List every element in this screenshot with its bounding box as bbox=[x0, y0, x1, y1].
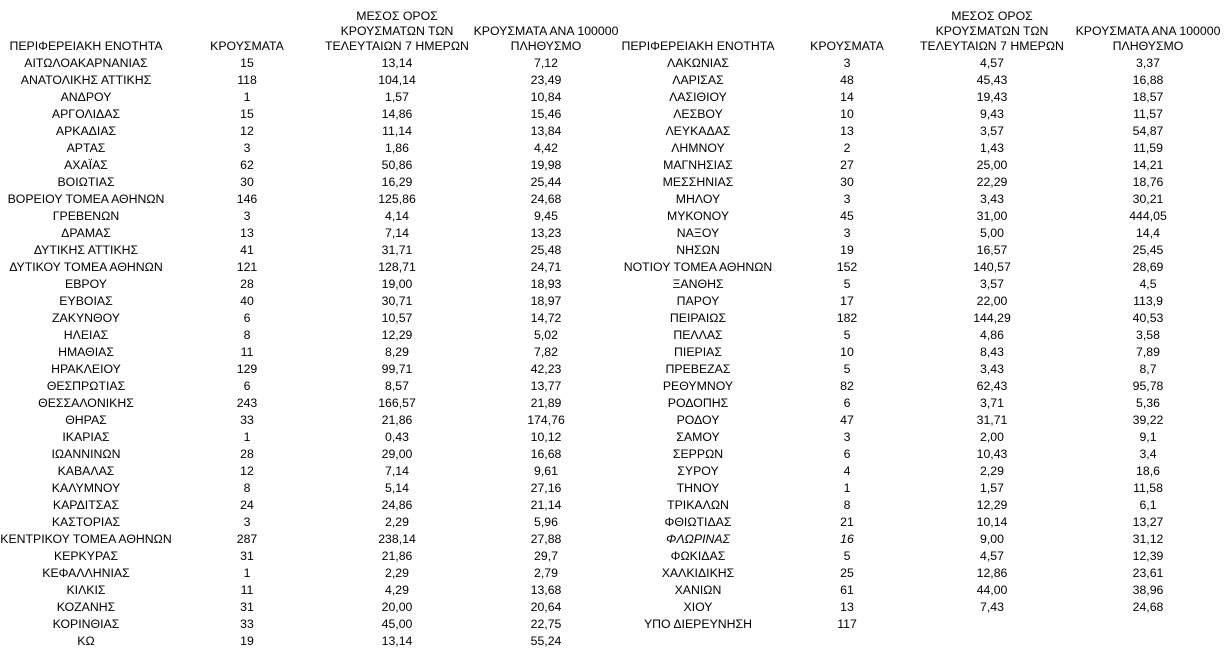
cell-region: ΧΑΛΚΙΔΙΚΗΣ bbox=[661, 566, 735, 580]
cell-region: ΤΡΙΚΑΛΩΝ bbox=[667, 498, 729, 512]
cell-avg7: 29,00 bbox=[381, 447, 413, 461]
cell-per100k: 40,53 bbox=[1132, 311, 1164, 325]
cell-cases: 3 bbox=[843, 56, 851, 70]
cell-cases: 47 bbox=[840, 413, 854, 427]
cell-avg7: 24,86 bbox=[381, 498, 413, 512]
cell-avg7: 21,86 bbox=[381, 549, 413, 563]
cell-region: ΥΠΟ ΔΙΕΡΕΥΝΗΣΗ bbox=[643, 617, 753, 631]
cell-per100k: 18,93 bbox=[530, 277, 562, 291]
cell-cases: 118 bbox=[237, 73, 257, 87]
cell-cases: 48 bbox=[840, 73, 854, 87]
cell-cases: 5 bbox=[843, 549, 851, 563]
cell-per100k: 24,68 bbox=[1132, 600, 1164, 614]
cell-cases: 243 bbox=[236, 396, 258, 410]
cell-region: ΣΥΡΟΥ bbox=[677, 464, 719, 478]
cell-per100k: 3,37 bbox=[1136, 56, 1160, 70]
cell-avg7: 12,86 bbox=[976, 566, 1008, 580]
cell-cases: 10 bbox=[840, 107, 854, 121]
cell-cases: 31 bbox=[240, 549, 254, 563]
cell-cases: 1 bbox=[243, 566, 251, 580]
cell-cases: 1 bbox=[843, 481, 851, 495]
cell-avg7: 19,43 bbox=[976, 90, 1008, 104]
cell-per100k: 113,9 bbox=[1133, 294, 1163, 308]
cell-per100k: 15,46 bbox=[530, 107, 562, 121]
cell-cases: 24 bbox=[240, 498, 254, 512]
cell-region: ΡΟΔΟΥ bbox=[676, 413, 720, 427]
cell-avg7: 7,43 bbox=[980, 600, 1004, 614]
cell-cases: 3 bbox=[243, 209, 251, 223]
cell-per100k: 14,72 bbox=[530, 311, 562, 325]
cell-per100k: 7,12 bbox=[534, 56, 558, 70]
cell-per100k: 95,78 bbox=[1132, 379, 1164, 393]
cell-region: ΙΚΑΡΙΑΣ bbox=[62, 430, 110, 444]
cell-avg7: 62,43 bbox=[976, 379, 1008, 393]
cell-region: ΑΙΤΩΛΟΑΚΑΡΝΑΝΙΑΣ bbox=[24, 56, 148, 70]
cell-region: ΡΟΔΟΠΗΣ bbox=[667, 396, 729, 410]
cell-cases: 5 bbox=[843, 362, 851, 376]
cell-region: ΓΡΕΒΕΝΩΝ bbox=[52, 209, 120, 223]
cell-region: ΜΗΛΟΥ bbox=[675, 192, 721, 206]
cell-avg7: 3,43 bbox=[980, 192, 1004, 206]
cell-cases: 14 bbox=[840, 90, 854, 104]
cell-avg7: 50,86 bbox=[381, 158, 413, 172]
cell-avg7: 45,43 bbox=[976, 73, 1008, 87]
cell-avg7: 8,57 bbox=[385, 379, 409, 393]
cell-per100k: 16,68 bbox=[530, 447, 562, 461]
cell-per100k: 55,24 bbox=[530, 634, 562, 648]
cell-avg7: 13,14 bbox=[381, 56, 413, 70]
cell-avg7: 0,43 bbox=[385, 430, 409, 444]
cell-region: ΜΕΣΣΗΝΙΑΣ bbox=[662, 175, 734, 189]
cell-region: ΚΟΡΙΝΘΙΑΣ bbox=[52, 617, 120, 631]
cell-avg7: 16,57 bbox=[976, 243, 1008, 257]
cell-per100k: 10,12 bbox=[530, 430, 562, 444]
cell-region: ΛΕΥΚΑΔΑΣ bbox=[665, 124, 731, 138]
cell-region: ΦΛΩΡΙΝΑΣ bbox=[666, 532, 730, 546]
cell-per100k: 21,14 bbox=[530, 498, 562, 512]
cell-region: ΕΒΡΟΥ bbox=[65, 277, 107, 291]
cell-cases: 13 bbox=[240, 226, 254, 240]
cell-per100k: 18,6 bbox=[1136, 464, 1160, 478]
cell-region: ΛΗΜΝΟΥ bbox=[671, 141, 725, 155]
cell-avg7: 2,00 bbox=[980, 430, 1004, 444]
cell-avg7: 9,00 bbox=[980, 532, 1004, 546]
cell-cases: 129 bbox=[236, 362, 258, 376]
cell-per100k: 4,42 bbox=[534, 141, 558, 155]
cell-avg7: 8,29 bbox=[385, 345, 409, 359]
cell-per100k: 12,39 bbox=[1132, 549, 1164, 563]
cell-per100k: 5,96 bbox=[534, 515, 558, 529]
cell-per100k: 18,97 bbox=[530, 294, 562, 308]
cell-cases: 27 bbox=[840, 158, 854, 172]
cell-avg7: 20,00 bbox=[381, 600, 413, 614]
cell-avg7: 125,86 bbox=[378, 192, 416, 206]
cell-region: ΚΙΛΚΙΣ bbox=[66, 583, 106, 597]
cell-cases: 3 bbox=[243, 141, 251, 155]
cell-region: ΔΡΑΜΑΣ bbox=[61, 226, 111, 240]
cell-avg7: 2,29 bbox=[385, 566, 409, 580]
cell-region: ΠΑΡΟΥ bbox=[676, 294, 720, 308]
cell-region: ΚΕΦΑΛΛΗΝΙΑΣ bbox=[42, 566, 130, 580]
cell-avg7: 140,57 bbox=[973, 260, 1011, 274]
cell-per100k: 27,88 bbox=[530, 532, 562, 546]
cell-per100k: 30,21 bbox=[1132, 192, 1164, 206]
cell-avg7: 45,00 bbox=[381, 617, 413, 631]
cell-per100k: 31,12 bbox=[1132, 532, 1164, 546]
cell-region: ΕΥΒΟΙΑΣ bbox=[59, 294, 113, 308]
cell-region: ΚΩ bbox=[77, 634, 95, 648]
cell-per100k: 13,27 bbox=[1132, 515, 1164, 529]
cell-cases: 3 bbox=[843, 192, 851, 206]
cell-avg7: 16,29 bbox=[381, 175, 413, 189]
cell-per100k: 7,82 bbox=[534, 345, 558, 359]
cell-avg7: 1,57 bbox=[385, 90, 409, 104]
cell-cases: 4 bbox=[843, 464, 851, 478]
header-region: ΠΕΡΙΦΕΡΕΙΑΚΗ ΕΝΟΤΗΤΑ bbox=[621, 39, 775, 53]
cell-cases: 121 bbox=[236, 260, 258, 274]
cell-per100k: 25,44 bbox=[530, 175, 562, 189]
header-cases: ΚΡΟΥΣΜΑΤΑ bbox=[810, 39, 884, 53]
cell-avg7: 25,00 bbox=[976, 158, 1008, 172]
cell-region: ΑΝΔΡΟΥ bbox=[60, 90, 112, 104]
cell-cases: 152 bbox=[836, 260, 858, 274]
cell-avg7: 30,71 bbox=[381, 294, 413, 308]
header-cases: ΚΡΟΥΣΜΑΤΑ bbox=[210, 39, 284, 53]
cell-avg7: 4,14 bbox=[385, 209, 409, 223]
cell-per100k: 3,58 bbox=[1136, 328, 1160, 342]
cell-cases: 12 bbox=[240, 464, 254, 478]
cell-avg7: 31,71 bbox=[976, 413, 1008, 427]
cell-cases: 117 bbox=[837, 617, 857, 631]
cell-region: ΔΥΤΙΚΟΥ ΤΟΜΕΑ ΑΘΗΝΩΝ bbox=[9, 260, 163, 274]
cell-avg7: 8,43 bbox=[980, 345, 1004, 359]
cell-cases: 1 bbox=[243, 430, 251, 444]
cell-region: ΗΜΑΘΙΑΣ bbox=[58, 345, 114, 359]
cell-region: ΝΑΞΟΥ bbox=[676, 226, 720, 240]
cell-per100k: 10,84 bbox=[530, 90, 562, 104]
cell-region: ΧΙΟΥ bbox=[683, 600, 713, 614]
cell-per100k: 38,96 bbox=[1132, 583, 1164, 597]
header-per100k: ΚΡΟΥΣΜΑΤΑ ΑΝΑ 100000 ΠΛΗΘΥΣΜΟ bbox=[473, 24, 619, 53]
cell-cases: 3 bbox=[843, 430, 851, 444]
cell-region: ΔΥΤΙΚΗΣ ΑΤΤΙΚΗΣ bbox=[33, 243, 139, 257]
cell-region: ΠΙΕΡΙΑΣ bbox=[674, 345, 722, 359]
cell-avg7: 22,29 bbox=[976, 175, 1008, 189]
cell-region: ΦΘΙΩΤΙΔΑΣ bbox=[664, 515, 732, 529]
cell-per100k: 11,57 bbox=[1133, 107, 1163, 121]
cell-region: ΒΟΙΩΤΙΑΣ bbox=[57, 175, 115, 189]
cell-avg7: 31,71 bbox=[381, 243, 413, 257]
cell-avg7: 19,00 bbox=[381, 277, 413, 291]
cell-region: ΛΑΡΙΣΑΣ bbox=[672, 73, 724, 87]
cell-cases: 25 bbox=[840, 566, 854, 580]
cell-region: ΚΑΒΑΛΑΣ bbox=[57, 464, 115, 478]
cell-cases: 21 bbox=[840, 515, 854, 529]
cell-region: ΦΩΚΙΔΑΣ bbox=[670, 549, 726, 563]
cell-per100k: 23,49 bbox=[530, 73, 562, 87]
cell-avg7: 9,43 bbox=[980, 107, 1004, 121]
cell-avg7: 13,14 bbox=[381, 634, 413, 648]
cell-avg7: 44,00 bbox=[976, 583, 1008, 597]
cell-avg7: 1,57 bbox=[980, 481, 1004, 495]
cell-cases: 19 bbox=[240, 634, 254, 648]
cell-avg7: 128,71 bbox=[378, 260, 416, 274]
cell-per100k: 13,84 bbox=[530, 124, 562, 138]
cell-avg7: 4,29 bbox=[385, 583, 409, 597]
cell-region: ΑΧΑΪΑΣ bbox=[64, 158, 108, 172]
cell-cases: 146 bbox=[236, 192, 258, 206]
cell-region: ΛΑΚΩΝΙΑΣ bbox=[667, 56, 729, 70]
cell-cases: 17 bbox=[840, 294, 854, 308]
cell-region: ΝΟΤΙΟΥ ΤΟΜΕΑ ΑΘΗΝΩΝ bbox=[623, 260, 773, 274]
cell-region: ΖΑΚΥΝΘΟΥ bbox=[52, 311, 120, 325]
cell-region: ΚΟΖΑΝΗΣ bbox=[56, 600, 116, 614]
cell-avg7: 144,29 bbox=[973, 311, 1011, 325]
cell-avg7: 14,86 bbox=[381, 107, 413, 121]
cell-cases: 40 bbox=[240, 294, 254, 308]
cell-cases: 19 bbox=[840, 243, 854, 257]
cell-per100k: 25,45 bbox=[1132, 243, 1164, 257]
cell-avg7: 10,43 bbox=[976, 447, 1008, 461]
cell-per100k: 8,7 bbox=[1139, 362, 1157, 376]
cell-per100k: 23,61 bbox=[1132, 566, 1164, 580]
cell-avg7: 5,00 bbox=[980, 226, 1004, 240]
cell-cases: 30 bbox=[240, 175, 254, 189]
cell-per100k: 9,1 bbox=[1139, 430, 1157, 444]
cell-region: ΜΑΓΝΗΣΙΑΣ bbox=[663, 158, 733, 172]
cell-per100k: 174,76 bbox=[527, 413, 565, 427]
cell-cases: 30 bbox=[840, 175, 854, 189]
cell-per100k: 11,59 bbox=[1133, 141, 1163, 155]
cell-region: ΚΑΣΤΟΡΙΑΣ bbox=[51, 515, 121, 529]
cell-avg7: 1,86 bbox=[385, 141, 409, 155]
cell-avg7: 3,43 bbox=[980, 362, 1004, 376]
cell-region: ΝΗΣΩΝ bbox=[676, 243, 720, 257]
header-avg7: ΜΕΣΟΣ ΟΡΟΣ ΚΡΟΥΣΜΑΤΩΝ ΤΩΝ ΤΕΛΕΥΤΑΙΩΝ 7 ΗΜΕΡΩΝ bbox=[325, 9, 469, 53]
cell-cases: 1 bbox=[243, 90, 251, 104]
cell-per100k: 5,02 bbox=[534, 328, 558, 342]
cell-per100k: 16,88 bbox=[1132, 73, 1164, 87]
cell-cases: 12 bbox=[240, 124, 254, 138]
cell-per100k: 13,68 bbox=[530, 583, 562, 597]
cell-cases: 287 bbox=[236, 532, 258, 546]
cell-cases: 31 bbox=[240, 600, 254, 614]
cell-cases: 10 bbox=[840, 345, 854, 359]
cell-avg7: 22,00 bbox=[976, 294, 1008, 308]
cell-per100k: 21,89 bbox=[530, 396, 562, 410]
cell-cases: 28 bbox=[240, 277, 254, 291]
cell-per100k: 28,69 bbox=[1132, 260, 1164, 274]
cell-avg7: 104,14 bbox=[378, 73, 416, 87]
cell-region: ΘΕΣΣΑΛΟΝΙΚΗΣ bbox=[38, 396, 134, 410]
cell-avg7: 7,14 bbox=[385, 226, 409, 240]
cell-per100k: 18,76 bbox=[1132, 175, 1164, 189]
cell-avg7: 12,29 bbox=[976, 498, 1008, 512]
cell-region: ΑΡΤΑΣ bbox=[66, 141, 106, 155]
cell-per100k: 2,79 bbox=[534, 566, 558, 580]
cell-per100k: 25,48 bbox=[530, 243, 562, 257]
cell-avg7: 10,57 bbox=[381, 311, 413, 325]
cell-region: ΚΑΛΥΜΝΟΥ bbox=[51, 481, 121, 495]
cell-per100k: 39,22 bbox=[1132, 413, 1164, 427]
cell-region: ΙΩΑΝΝΙΝΩΝ bbox=[51, 447, 121, 461]
cell-per100k: 13,77 bbox=[530, 379, 562, 393]
cell-avg7: 1,43 bbox=[980, 141, 1004, 155]
cell-per100k: 29,7 bbox=[534, 549, 558, 563]
cell-region: ΤΗΝΟΥ bbox=[676, 481, 720, 495]
cell-per100k: 19,98 bbox=[530, 158, 562, 172]
cell-per100k: 9,45 bbox=[534, 209, 558, 223]
cell-region: ΛΕΣΒΟΥ bbox=[673, 107, 723, 121]
cell-region: ΑΝΑΤΟΛΙΚΗΣ ΑΤΤΙΚΗΣ bbox=[20, 73, 152, 87]
cell-per100k: 42,23 bbox=[530, 362, 562, 376]
cell-region: ΚΑΡΔΙΤΣΑΣ bbox=[52, 498, 120, 512]
cell-cases: 28 bbox=[240, 447, 254, 461]
cell-cases: 62 bbox=[240, 158, 254, 172]
cell-region: ΘΕΣΠΡΩΤΙΑΣ bbox=[46, 379, 126, 393]
cell-cases: 41 bbox=[240, 243, 254, 257]
cell-region: ΘΗΡΑΣ bbox=[65, 413, 107, 427]
cell-per100k: 27,16 bbox=[530, 481, 562, 495]
cell-region: ΗΡΑΚΛΕΙΟΥ bbox=[51, 362, 121, 376]
cell-per100k: 54,87 bbox=[1132, 124, 1164, 138]
cell-per100k: 6,1 bbox=[1139, 498, 1157, 512]
cell-cases: 11 bbox=[240, 583, 254, 597]
cell-cases: 3 bbox=[243, 515, 251, 529]
cell-avg7: 4,86 bbox=[980, 328, 1004, 342]
cell-per100k: 14,21 bbox=[1132, 158, 1164, 172]
cell-cases: 8 bbox=[243, 328, 251, 342]
cell-region: ΣΕΡΡΩΝ bbox=[672, 447, 724, 461]
cell-cases: 13 bbox=[840, 124, 854, 138]
cell-avg7: 2,29 bbox=[385, 515, 409, 529]
cell-per100k: 3,4 bbox=[1139, 447, 1157, 461]
cell-per100k: 24,71 bbox=[530, 260, 562, 274]
cell-cases: 6 bbox=[843, 447, 851, 461]
header-per100k: ΚΡΟΥΣΜΑΤΑ ΑΝΑ 100000 ΠΛΗΘΥΣΜΟ bbox=[1075, 24, 1221, 53]
cell-region: ΣΑΜΟΥ bbox=[676, 430, 720, 444]
cell-avg7: 11,14 bbox=[382, 124, 412, 138]
cell-avg7: 3,71 bbox=[980, 396, 1004, 410]
cell-cases: 2 bbox=[843, 141, 851, 155]
cell-per100k: 18,57 bbox=[1132, 90, 1164, 104]
cell-cases: 33 bbox=[240, 617, 254, 631]
cell-region: ΞΑΝΘΗΣ bbox=[672, 277, 724, 291]
cell-per100k: 444,05 bbox=[1129, 209, 1167, 223]
cell-cases: 6 bbox=[243, 311, 251, 325]
cell-per100k: 4,5 bbox=[1139, 277, 1157, 291]
cell-cases: 6 bbox=[243, 379, 251, 393]
cell-avg7: 99,71 bbox=[381, 362, 413, 376]
cell-cases: 5 bbox=[843, 277, 851, 291]
header-region: ΠΕΡΙΦΕΡΕΙΑΚΗ ΕΝΟΤΗΤΑ bbox=[9, 39, 163, 53]
cell-region: ΠΕΙΡΑΙΩΣ bbox=[669, 311, 727, 325]
cell-cases: 45 bbox=[840, 209, 854, 223]
cell-per100k: 20,64 bbox=[530, 600, 562, 614]
cell-cases: 5 bbox=[843, 328, 851, 342]
cell-per100k: 24,68 bbox=[530, 192, 562, 206]
cell-avg7: 21,86 bbox=[381, 413, 413, 427]
cell-cases: 82 bbox=[840, 379, 854, 393]
cell-region: ΗΛΕΙΑΣ bbox=[63, 328, 109, 342]
cell-region: ΠΕΛΛΑΣ bbox=[673, 328, 723, 342]
cell-per100k: 22,75 bbox=[530, 617, 562, 631]
cell-avg7: 5,14 bbox=[385, 481, 409, 495]
cell-per100k: 11,58 bbox=[1133, 481, 1163, 495]
cell-region: ΑΡΚΑΔΙΑΣ bbox=[55, 124, 117, 138]
cell-cases: 3 bbox=[843, 226, 851, 240]
cell-region: ΛΑΣΙΘΙΟΥ bbox=[669, 90, 727, 104]
cell-avg7: 31,00 bbox=[976, 209, 1008, 223]
cell-avg7: 10,14 bbox=[976, 515, 1008, 529]
header-avg7: ΜΕΣΟΣ ΟΡΟΣ ΚΡΟΥΣΜΑΤΩΝ ΤΩΝ ΤΕΛΕΥΤΑΙΩΝ 7 ΗΜΕΡΩΝ bbox=[920, 9, 1064, 53]
cell-cases: 182 bbox=[836, 311, 858, 325]
cell-per100k: 7,89 bbox=[1136, 345, 1160, 359]
cell-per100k: 14,4 bbox=[1136, 226, 1160, 240]
cell-per100k: 13,23 bbox=[530, 226, 562, 240]
cell-region: ΚΕΝΤΡΙΚΟΥ ΤΟΜΕΑ ΑΘΗΝΩΝ bbox=[0, 532, 172, 546]
cell-region: ΜΥΚΟΝΟΥ bbox=[666, 209, 730, 223]
cell-avg7: 12,29 bbox=[381, 328, 413, 342]
cell-cases: 11 bbox=[240, 345, 254, 359]
cell-avg7: 238,14 bbox=[378, 532, 416, 546]
cell-cases: 16 bbox=[840, 532, 854, 546]
cell-cases: 33 bbox=[240, 413, 254, 427]
cell-avg7: 3,57 bbox=[980, 124, 1004, 138]
cell-per100k: 9,61 bbox=[534, 464, 558, 478]
cell-cases: 15 bbox=[240, 56, 254, 70]
cell-avg7: 4,57 bbox=[980, 56, 1004, 70]
cell-avg7: 7,14 bbox=[385, 464, 409, 478]
cell-avg7: 3,57 bbox=[980, 277, 1004, 291]
cell-avg7: 166,57 bbox=[378, 396, 416, 410]
cell-region: ΚΕΡΚΥΡΑΣ bbox=[53, 549, 119, 563]
cell-cases: 6 bbox=[843, 396, 851, 410]
cell-cases: 13 bbox=[840, 600, 854, 614]
cell-cases: 8 bbox=[843, 498, 851, 512]
cell-region: ΠΡΕΒΕΖΑΣ bbox=[665, 362, 731, 376]
cell-region: ΧΑΝΙΩΝ bbox=[674, 583, 722, 597]
cell-cases: 61 bbox=[840, 583, 854, 597]
cell-cases: 8 bbox=[243, 481, 251, 495]
cell-region: ΒΟΡΕΙΟΥ ΤΟΜΕΑ ΑΘΗΝΩΝ bbox=[7, 192, 165, 206]
cell-per100k: 5,36 bbox=[1136, 396, 1160, 410]
cell-cases: 15 bbox=[240, 107, 254, 121]
cell-avg7: 4,57 bbox=[980, 549, 1004, 563]
cell-region: ΑΡΓΟΛΙΔΑΣ bbox=[51, 107, 121, 121]
cell-avg7: 2,29 bbox=[980, 464, 1004, 478]
cell-region: ΡΕΘΥΜΝΟΥ bbox=[662, 379, 734, 393]
